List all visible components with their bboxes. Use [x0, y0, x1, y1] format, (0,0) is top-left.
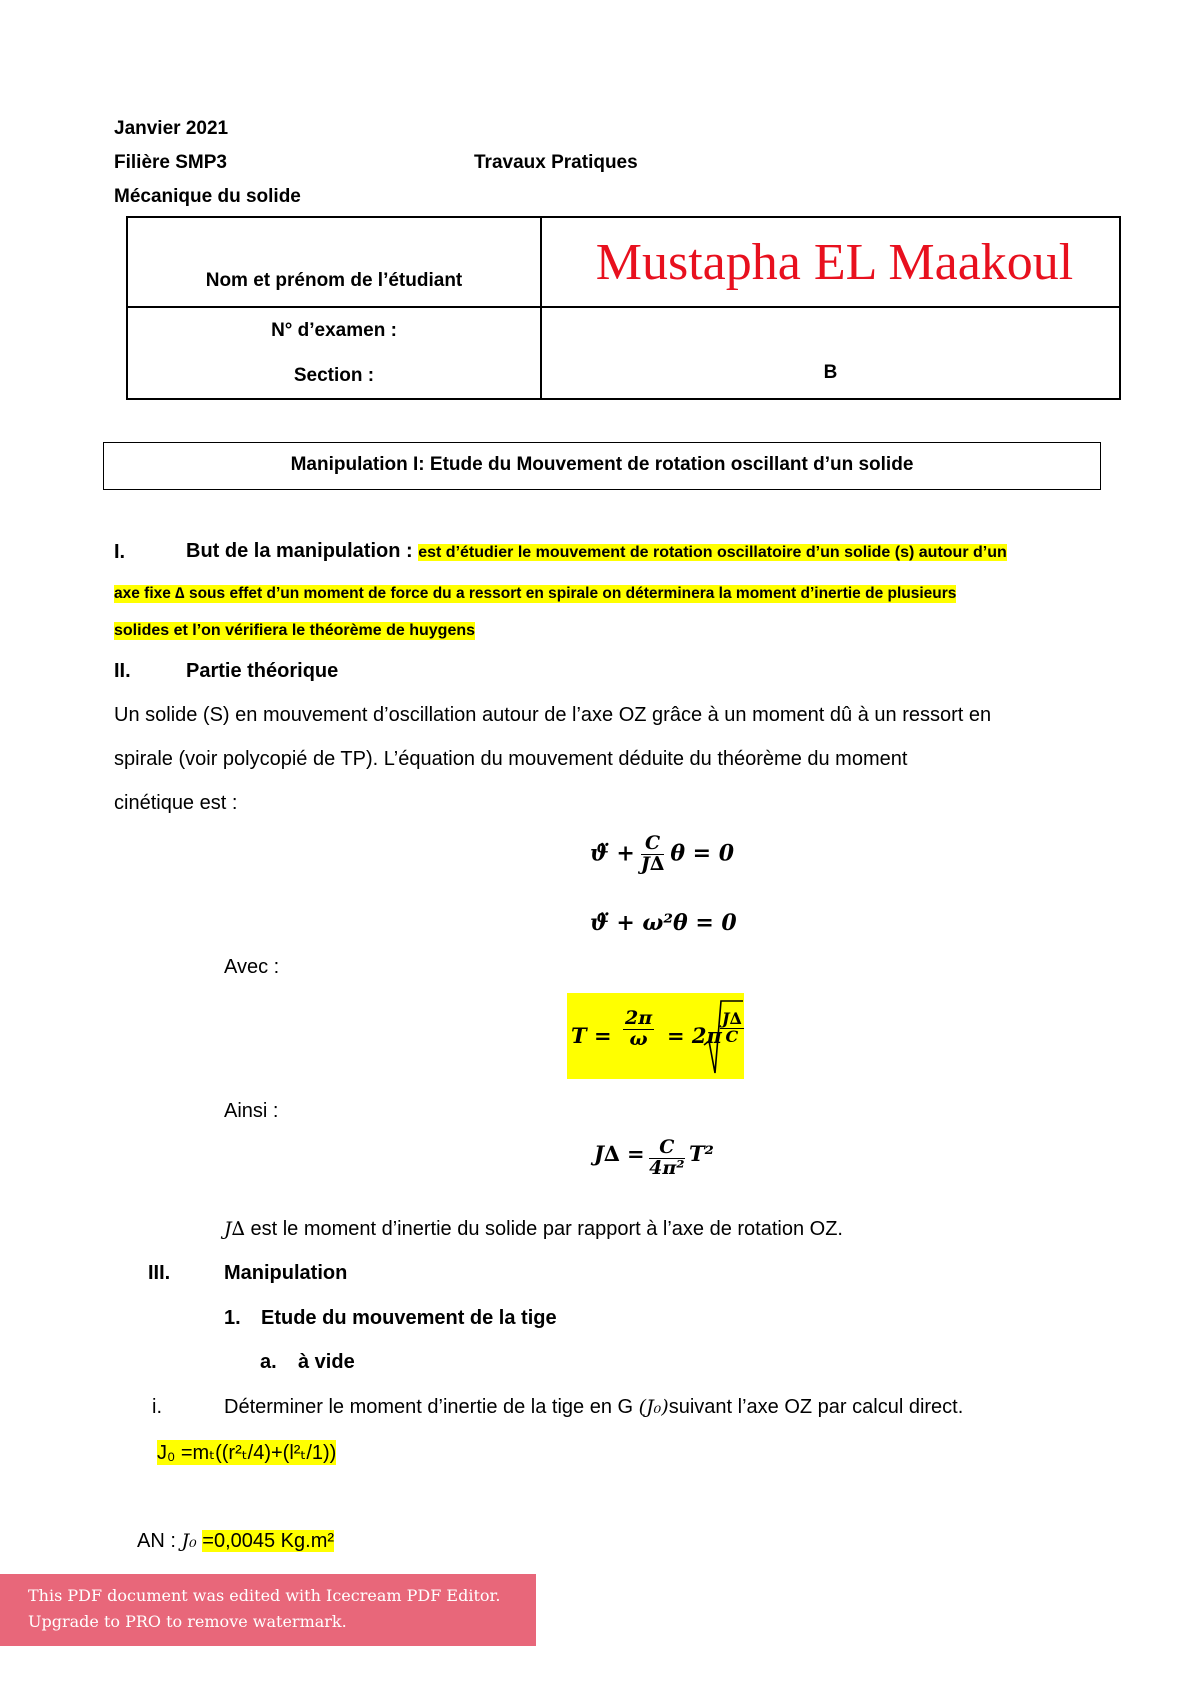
period-root-fraction — [720, 1011, 744, 1046]
section-label: Section : — [293, 365, 375, 386]
name-label: Nom et prénom de l’étudiant — [205, 270, 463, 291]
period-lhs: T = — [571, 1023, 612, 1048]
period-root-den: C — [725, 1026, 739, 1046]
jdelta-definition — [224, 1218, 843, 1241]
manipulation-title-box — [103, 442, 1101, 490]
doc-type-label: Travaux Pratiques — [474, 152, 638, 173]
section1-number: I. — [114, 541, 126, 563]
period-mid: = 2π — [667, 1023, 722, 1048]
jdelta-text: est le moment d’inertie du solide par rapport à l’axe de rotation OZ. — [250, 1218, 843, 1240]
an-label: AN : — [137, 1530, 176, 1552]
section2-para3: cinétique est : — [114, 792, 238, 814]
subi-number: i. — [152, 1396, 162, 1418]
inertia-equation — [594, 1138, 714, 1179]
period-fraction — [623, 1009, 654, 1050]
watermark-line2: Upgrade to PRO to remove watermark. — [28, 1612, 347, 1631]
exam-number-label: N° d’examen : — [271, 320, 397, 341]
eq1-num: C — [641, 834, 664, 855]
an-value: =0,0045 Kg.m² — [202, 1530, 335, 1552]
jdelta-symbol: J∆ — [224, 1218, 245, 1240]
section1-text3: solides et l’on vérifiera le théorème de huygens — [114, 622, 476, 639]
eq1-rhs: θ = 0 — [670, 840, 735, 867]
subi-pre: Déterminer le moment d’inertie de la tige en G — [224, 1396, 634, 1418]
avec-label: Avec : — [224, 956, 280, 978]
an-line — [137, 1530, 334, 1553]
student-id-table — [126, 216, 1121, 400]
section2-para1: Un solide (S) en mouvement d’oscillation autour de l’axe OZ grâce à un moment dû à un ressort en — [114, 704, 992, 726]
name-label-cell — [127, 217, 541, 307]
equation-omega: ϑ̈ + ω²θ = 0 — [590, 910, 737, 936]
section3-number: III. — [148, 1262, 171, 1284]
suba-number: a. — [260, 1351, 277, 1373]
eq1-lhs: ϑ̈ + — [590, 840, 635, 867]
section1-text1: est d’étudier le mouvement de rotation oscillatoire d’un solide (s) autour d’un — [418, 544, 1007, 561]
ainsi-label: Ainsi : — [224, 1100, 279, 1122]
j0-formula: J₀ =mₜ((r²ₜ/4)+(l²ₜ/1)) — [157, 1442, 337, 1464]
section-value-cell — [541, 307, 1120, 399]
eq1-den: J∆ — [640, 852, 665, 875]
period-root-num: J∆ — [722, 1009, 742, 1028]
course-label: Mécanique du solide — [114, 186, 301, 207]
subi-line — [224, 1396, 963, 1419]
sub1-title: Etude du mouvement de la tige — [261, 1307, 557, 1329]
section1-text2: axe fixe ∆ sous effet d’un moment de force du a ressort en spirale on déterminera la moment d’inertie de plusieurs — [114, 585, 957, 602]
section1-title: But de la manipulation : — [186, 540, 413, 562]
inertia-num: C — [649, 1138, 684, 1159]
an-symbol: J₀ — [181, 1530, 197, 1552]
exam-section-label-cell — [127, 307, 541, 399]
inertia-rhs: T² — [689, 1140, 714, 1166]
period-num: 2π — [625, 1007, 653, 1029]
section2-title: Partie théorique — [186, 660, 339, 682]
date-label: Janvier 2021 — [114, 118, 229, 139]
subi-symbol: (J₀) — [638, 1396, 669, 1418]
inertia-den: 4π² — [649, 1156, 685, 1179]
section3-title: Manipulation — [224, 1262, 348, 1284]
manipulation-title: Manipulation I: Etude du Mouvement de rotation oscillant d’un solide — [290, 454, 914, 475]
sub1-number: 1. — [224, 1307, 241, 1329]
equation-motion — [590, 834, 734, 875]
section-value: B — [823, 362, 838, 383]
filiere-label: Filière SMP3 — [114, 152, 227, 173]
section2-number: II. — [114, 660, 131, 682]
section1-line1 — [186, 540, 1007, 563]
period-equation — [567, 993, 744, 1079]
eq1-fraction — [641, 834, 664, 875]
suba-title: à vide — [298, 1351, 355, 1373]
student-name: Mustapha EL Maakoul — [595, 233, 1074, 291]
subi-post: suivant l’axe OZ par calcul direct. — [668, 1396, 964, 1418]
editor-watermark — [0, 1574, 536, 1646]
watermark-line1: This PDF document was edited with Icecream PDF Editor. — [28, 1586, 501, 1605]
name-value-cell — [541, 217, 1120, 307]
inertia-fraction — [649, 1138, 684, 1179]
period-den: ω — [629, 1027, 648, 1050]
inertia-lhs: J∆ = — [594, 1140, 645, 1166]
section2-para2: spirale (voir polycopié de TP). L’équation du mouvement déduite du théorème du moment — [114, 748, 908, 770]
